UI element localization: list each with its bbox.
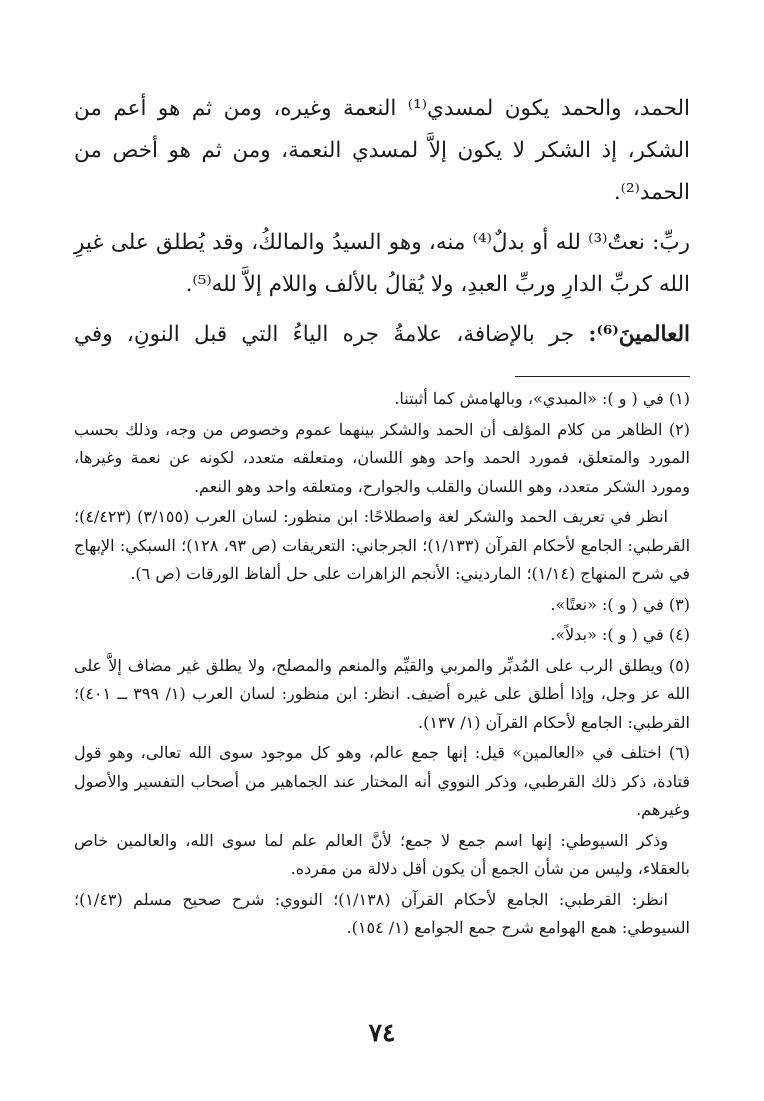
page-number: ٧٤ xyxy=(368,1018,396,1047)
main-text xyxy=(74,88,690,356)
page-body xyxy=(74,88,690,943)
footnote-1: (١) في ( و ): «المبدي»، وبالهامش كما أثبتنا. xyxy=(394,389,690,408)
footnote-2-refs: انظر في تعريف الحمد والشكر لغة واصطلاحًا: ابن منظور: لسان العرب (٣/١٥٥) (٤/٤٢٣)؛ القرطبي: الجامع لأحكام القرآن (١/١٣٣)؛ الجرجاني: التعريفات (ص ٩٣، ١٢٨)؛ السبكي: الإبهاج في شرح المنهاج (١/١٤)؛ المارديني: الأنجم الزاهرات على حل ألفاظ الورقات (ص ٦). xyxy=(74,507,691,583)
footnote-3: (٣) في ( و ): «نعتًا». xyxy=(550,594,690,614)
footnotes xyxy=(74,385,690,943)
main-paragraph-hamd: الحمد، والحمد يكون لمسدي⁽¹⁾ النعمة وغيره، ومن ثم هو أعم من الشكر، إذ الشكر لا يكون إلاَّ لمسدي النعمة، ومن ثم هو أخص من الحمد⁽²⁾. xyxy=(74,96,690,205)
footnote-5: (٥) ويطلق الرب على المُدبِّر والمربي والقيِّم والمنعم والمصلح، ولا يطلق غير مضاف إلاَّ على الله عز وجل، وإذا أطلق على غيره أضيف. انظر: ابن منظور: لسان العرب (١/ ٣٩٩ ــ ٤٠١)؛ القرطبي: الجامع لأحكام القرآن (١/ ١٣٧). xyxy=(74,655,691,732)
term-alamin: العالمينَ⁽⁶⁾: xyxy=(588,322,690,347)
footnote-6-refs: انظر: القرطبي: الجامع لأحكام القرآن (١/١٣٨)؛ النووي: شرح صحيح مسلم (١/٤٣)؛ السيوطي: همع الهوامع شرح جمع الجوامع (١/ ١٥٤). xyxy=(74,889,690,937)
alamin-explanation: جر بالإضافة، علامةُ جره الياءُ التي قبل النونِ، وفي xyxy=(74,322,589,347)
footnote-separator xyxy=(515,376,690,377)
footnote-6: (٦) اختلف في «العالمين» قيل: إنها جمع عالم، وهو كل موجود سوى الله تعالى، وهو قول قتادة، ذكر ذلك القرطبي، وذكر النووي أنه المختار عند الجماهير من أصحاب التفسير والأصول وغيرهم. xyxy=(74,743,690,819)
main-paragraph-rabb: ربِّ: نعتٌ⁽³⁾ لله أو بدلٌ⁽⁴⁾ منه، وهو السيدُ والمالكُ، وقد يُطلق على غيرِ الله كربِّ الدارِ وربِّ العبدِ، ولا يُقالُ بالألف واللام إلاَّ لله⁽⁵⁾. xyxy=(74,230,690,297)
main-paragraph-alamin xyxy=(74,314,690,356)
footnote-4: (٤) في ( و ): «بدلاً». xyxy=(550,625,690,644)
footnote-2: (٢) الظاهر من كلام المؤلف أن الحمد والشكر بينهما عموم وخصوص من وجه، وذلك بحسب المورد والمتعلق، فمورد الحمد واحد وهو اللسان، ومتعلقه متعدد، لكونه عن نعمة وغيرها، ومورد الشكر متعدد، وهو اللسان والقلب والجوارح، ومتعلقه واحد وهو النعم. xyxy=(74,419,690,496)
footnote-6-suyuti: وذكر السيوطي: إنها اسم جمع لا جمع؛ لأنَّ العالم علم لما سوى الله، والعالمين خاص بالعقلاء، وليس من شأن الجمع أن يكون أقل دلالة من مفرده. xyxy=(74,830,690,878)
